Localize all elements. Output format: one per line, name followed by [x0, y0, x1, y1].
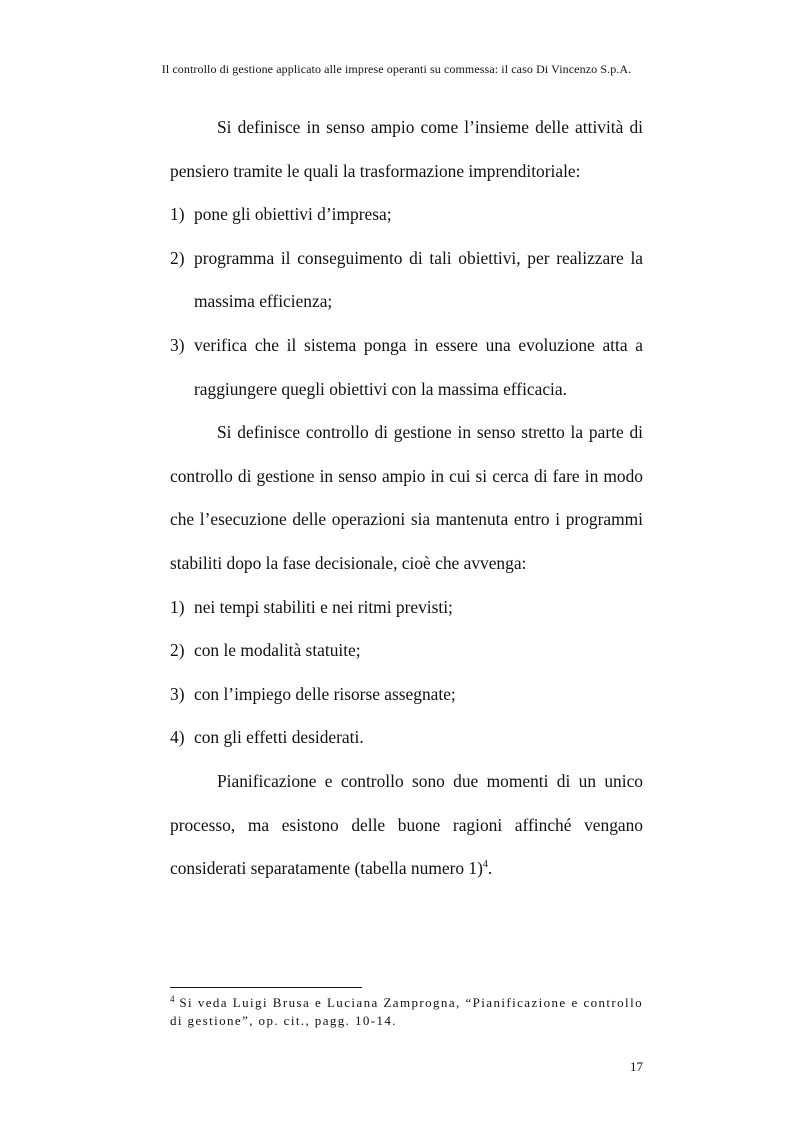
list-text: nei tempi stabiliti e nei ritmi previsti; [194, 596, 453, 617]
list-text: pone gli obiettivi d’impresa; [194, 204, 392, 225]
body-text [170, 106, 643, 891]
list-text: con le modalità statuite; [194, 640, 361, 661]
list-number: 3) [170, 683, 185, 704]
paragraph-1: Si definisce in senso ampio come l’insieme delle attività di pensiero tramite le quali la trasformazione imprenditoriale: [170, 117, 643, 181]
list-number: 3) [170, 334, 185, 355]
list2-item-1 [170, 586, 643, 630]
list-number: 1) [170, 204, 185, 225]
list-text: con gli effetti desiderati. [194, 727, 364, 748]
list-number: 4) [170, 727, 185, 748]
paragraph-3 [170, 760, 643, 891]
page-number: 17 [630, 1059, 643, 1074]
list-number: 2) [170, 247, 185, 268]
list1-item-1 [170, 193, 643, 237]
list-number: 1) [170, 596, 185, 617]
footnote-separator [170, 987, 362, 988]
running-header: Il controllo di gestione applicato alle imprese operanti su commessa: il caso Di Vincenzo S.p.A. [161, 62, 632, 76]
list2-item-2 [170, 629, 643, 673]
list2-item-4 [170, 716, 643, 760]
footnote-reference[interactable]: 4 [482, 859, 488, 871]
paragraph-2: Si definisce controllo di gestione in senso stretto la parte di controllo di gestione in senso ampio in cui si cerca di fare in modo che l’esecuzione delle operazioni sia mantenuta entro i programmi stabiliti dopo la fase decisionale, cioè che avvenga: [170, 422, 643, 573]
paragraph-3-end: . [487, 858, 493, 879]
list-text: verifica che il sistema ponga in essere una evoluzione atta a raggiungere quegli obiettivi con la massima efficacia. [194, 334, 643, 399]
paragraph-3-text: Pianificazione e controllo sono due momenti di un unico processo, ma esistono delle buone ragioni affinché vengano considerati separatamente (tabella numero 1) [170, 770, 643, 879]
footnote-text: Si veda Luigi Brusa e Luciana Zamprogna, “Pianificazione e controllo di gestione”, op. cit., pagg. 10-14. [170, 995, 643, 1028]
list-number: 2) [170, 640, 185, 661]
list1-item-2 [170, 237, 643, 324]
list-text: con l’impiego delle risorse assegnate; [194, 683, 456, 704]
footnote-marker: 4 [170, 994, 175, 1004]
list2-item-3 [170, 673, 643, 717]
list-text: programma il conseguimento di tali obiettivi, per realizzare la massima efficienza; [194, 247, 643, 312]
footnote [170, 994, 643, 1029]
list1-item-3 [170, 324, 643, 411]
